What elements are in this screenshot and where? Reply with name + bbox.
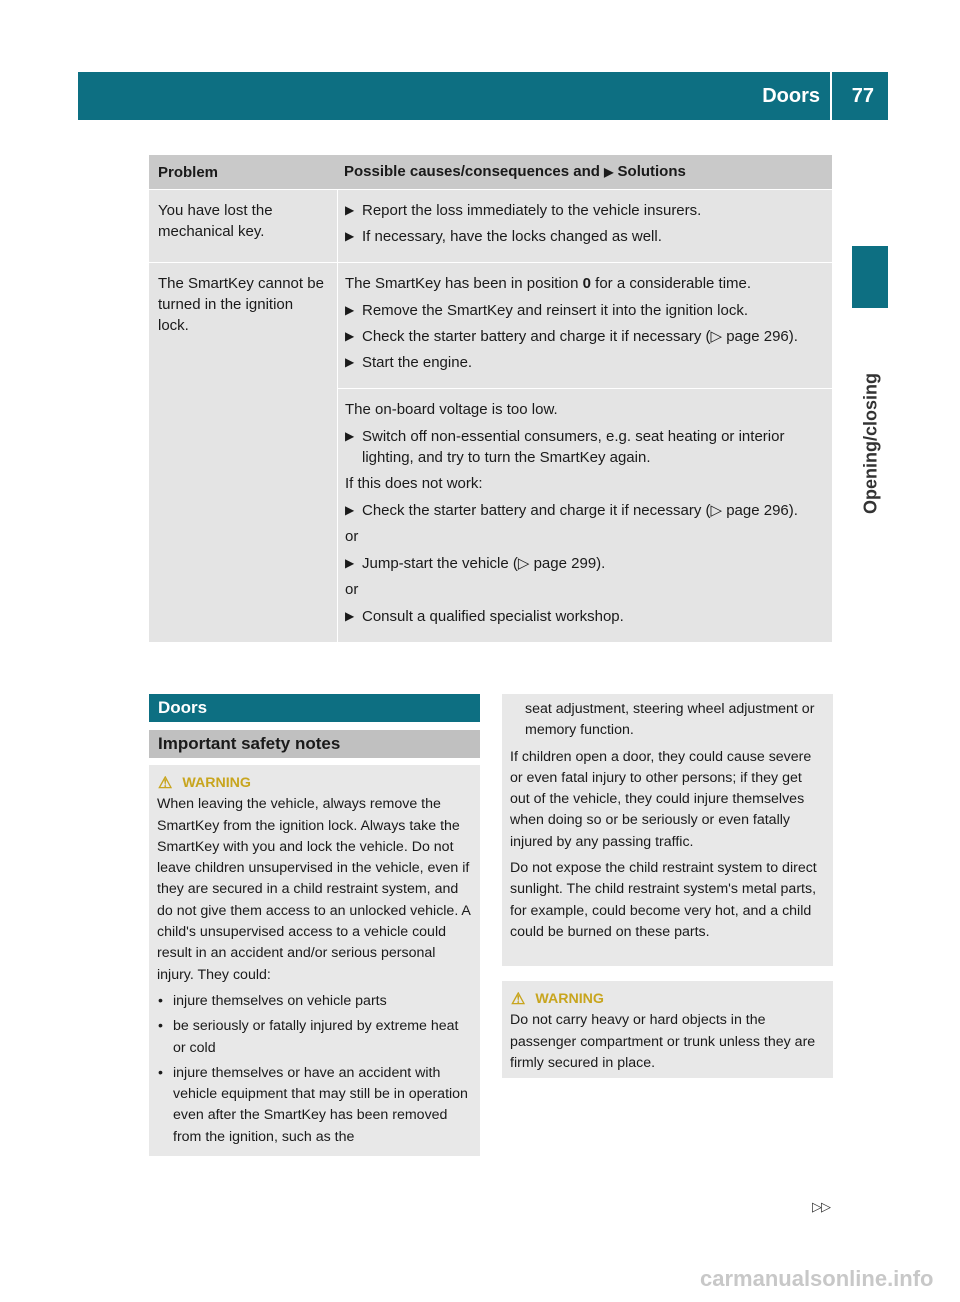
warning-paragraph-2: If children open a door, they could cause severe or even fatal injury to other persons; if they get out of the vehicle, they could injure themselves when doing so or be seriously or even fatally injured by any passing traffic. — [510, 748, 812, 850]
problem-table — [149, 155, 832, 642]
step-arrow-icon: ▶ — [345, 329, 355, 343]
instruction-step — [345, 500, 825, 521]
arrow-right-icon: ▶ — [604, 165, 614, 179]
step-arrow-icon: ▶ — [345, 429, 355, 443]
instruction-step — [345, 200, 825, 221]
step-text: Check the starter battery and charge it if necessary (▷ page 296). — [362, 328, 798, 345]
step-text: Consult a qualified specialist workshop. — [362, 608, 624, 625]
step-text: If necessary, have the locks changed as well. — [362, 228, 662, 245]
cause-text: The SmartKey has been in position 0 for a considerable time. — [345, 275, 752, 292]
page-number: 77 — [851, 85, 874, 107]
solution-cell — [338, 388, 832, 642]
warning-box-2 — [502, 981, 833, 1078]
warning-heading — [510, 989, 825, 1010]
header-divider — [830, 72, 832, 120]
site-watermark: carmanualsonline.info — [700, 1266, 934, 1291]
section-heading-doors: Doors — [149, 694, 480, 722]
warning-heading — [157, 773, 472, 794]
warning-box-1 — [149, 765, 480, 1156]
step-text: Switch off non-essential consumers, e.g. seat heating or interior lighting, and try to turn the SmartKey again. — [362, 428, 785, 466]
table-header — [149, 155, 832, 189]
warning-intro: When leaving the vehicle, always remove the SmartKey from the ignition lock. Always take the SmartKey with you and lock the vehicle. Do not leave children unsupervised in the vehicle, even if they are secured in a child restraint system, and do not give them access to an unlocked vehicle. A child's unsupervised access to a vehicle could result in an accident and/or serious personal injury. They could: — [157, 796, 471, 983]
step-arrow-icon: ▶ — [345, 303, 355, 317]
step-text: Start the engine. — [362, 354, 473, 371]
warning-triangle-icon: ⚠ — [158, 775, 173, 792]
column-header-solutions: Possible causes/consequences and ▶ Solutions — [344, 163, 686, 180]
step-text: Check the starter battery and charge it if necessary (▷ page 296). — [362, 502, 798, 519]
warning-label: WARNING — [182, 775, 251, 791]
instruction-step — [345, 606, 825, 627]
cause-text: The on-board voltage is too low. — [345, 401, 558, 418]
cause-text: or — [345, 581, 359, 598]
step-text: Remove the SmartKey and reinsert it into the ignition lock. — [362, 302, 749, 319]
step-arrow-icon: ▶ — [345, 203, 355, 217]
warning-label: WARNING — [535, 991, 604, 1007]
cause-text: If this does not work: — [345, 475, 483, 492]
bullet-text: injure themselves on vehicle parts — [173, 992, 387, 1009]
subsection-heading-safety: Important safety notes — [149, 730, 480, 758]
table-row — [149, 262, 832, 642]
instruction-step — [345, 326, 825, 347]
header-title: Doors — [762, 85, 820, 107]
instruction-step — [345, 226, 825, 247]
solution-column — [337, 263, 832, 642]
problem-cell: You have lost the mechanical key. — [149, 190, 337, 262]
instruction-step — [345, 352, 825, 373]
warning-text: Do not carry heavy or hard objects in the passenger compartment or trunk unless they are firmly secured in place. — [510, 1012, 816, 1071]
step-text: Report the loss immediately to the vehicle insurers. — [362, 202, 702, 219]
section-side-tab: Opening/closing — [860, 372, 881, 514]
step-arrow-icon: ▶ — [345, 355, 355, 369]
list-item: • injure themselves on vehicle parts — [157, 991, 472, 1012]
list-item: • be seriously or fatally injured by extreme heat or cold — [157, 1016, 472, 1059]
list-item: • injure themselves or have an accident with vehicle equipment that may still be in operation even after the SmartKey has been removed from the ignition, such as the — [157, 1063, 472, 1148]
problem-cell: The SmartKey cannot be turned in the ignition lock. — [149, 263, 337, 642]
warning-box-1-continued — [502, 694, 833, 966]
warning-paragraph-3: Do not expose the child restraint system to direct sunlight. The child restraint system's metal parts, for example, could become very hot, and a child could be burned on these parts. — [510, 860, 817, 940]
solution-cell — [338, 190, 832, 262]
bullet-text: be seriously or fatally injured by extreme heat or cold — [173, 1018, 459, 1056]
bullet-continuation: seat adjustment, steering wheel adjustment or memory function. — [525, 701, 815, 739]
table-row — [149, 189, 832, 262]
warning-triangle-icon: ⚠ — [511, 991, 526, 1008]
page-header — [78, 72, 888, 120]
step-arrow-icon: ▶ — [345, 229, 355, 243]
step-arrow-icon: ▶ — [345, 503, 355, 517]
instruction-step — [345, 553, 825, 574]
step-arrow-icon: ▶ — [345, 556, 355, 570]
step-text: Jump-start the vehicle (▷ page 299). — [362, 555, 606, 572]
cause-text: or — [345, 528, 359, 545]
step-arrow-icon: ▶ — [345, 609, 355, 623]
instruction-step — [345, 426, 825, 468]
solution-cell — [338, 263, 832, 388]
column-header-problem: Problem — [158, 163, 219, 181]
continue-arrows-icon: ▷▷ — [812, 1199, 830, 1214]
solution-column — [337, 190, 832, 262]
instruction-step — [345, 300, 825, 321]
bullet-text: injure themselves or have an accident with vehicle equipment that may still be in operation even after the SmartKey has been removed from the ignition, such as the — [173, 1064, 468, 1145]
side-color-block — [852, 246, 888, 308]
